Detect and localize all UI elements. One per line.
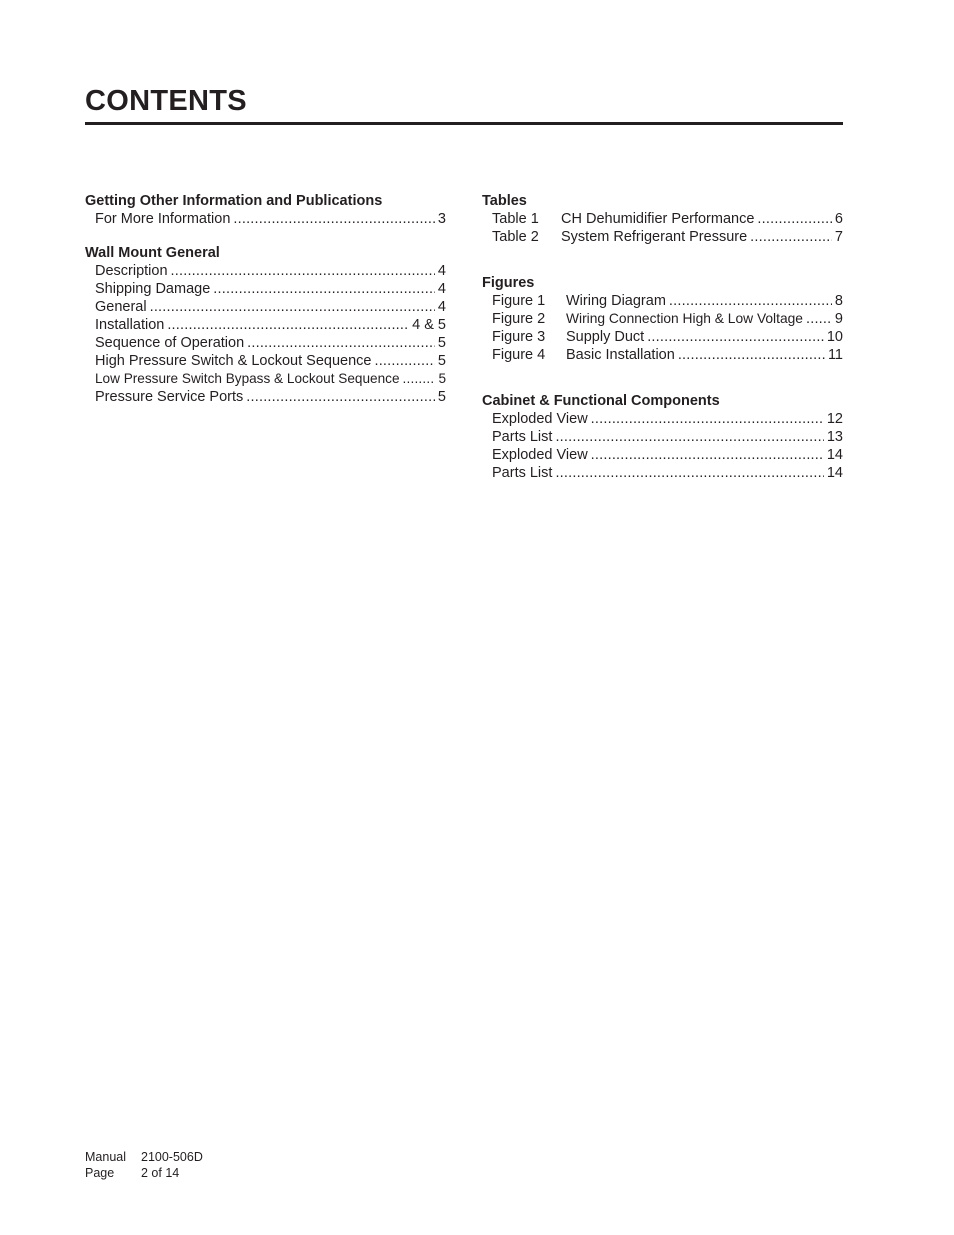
toc-entry[interactable]	[482, 328, 843, 346]
toc-section-heading: Cabinet & Functional Components	[482, 393, 720, 409]
toc-entry-page: 10	[826, 329, 843, 345]
dot-leader	[591, 410, 824, 428]
dot-leader	[247, 334, 435, 352]
toc-section-tables	[482, 192, 843, 246]
toc-section-heading: Figures	[482, 275, 535, 291]
toc-entry-page: 14	[826, 465, 843, 481]
toc-entry-page: 5	[437, 389, 446, 405]
toc-entry-label: Wiring Diagram	[566, 293, 666, 309]
dot-leader	[246, 388, 435, 406]
toc-entry[interactable]	[482, 410, 843, 428]
dot-leader	[750, 228, 832, 246]
toc-entry-number: Figure 1	[492, 293, 546, 309]
toc-entry-page: 6	[834, 211, 843, 227]
toc-entry-label: Pressure Service Ports	[95, 389, 244, 405]
toc-entry-page: 5	[437, 353, 446, 369]
toc-section-heading: Wall Mount General	[85, 245, 220, 261]
toc-entry-label: System Refrigerant Pressure	[561, 229, 748, 245]
dot-leader	[171, 262, 435, 280]
toc-entry-label: Low Pressure Switch Bypass & Lockout Sequence	[95, 371, 400, 386]
toc-entry-label: Exploded View	[492, 447, 588, 463]
toc-entry[interactable]	[482, 310, 843, 328]
dot-leader	[555, 428, 823, 446]
toc-entry-number: Table 2	[492, 229, 539, 245]
toc-entry-label: CH Dehumidifier Performance	[561, 211, 755, 227]
dot-leader	[213, 280, 435, 298]
dot-leader	[591, 446, 824, 464]
toc-entry-page: 11	[827, 347, 843, 363]
toc-entry-label: Parts List	[492, 429, 553, 445]
toc-entry-label: Description	[95, 263, 168, 279]
toc-entry[interactable]	[85, 388, 446, 406]
footer-manual-label: Manual	[85, 1150, 126, 1164]
toc-entry-label: Supply Duct	[566, 329, 645, 345]
dot-leader	[647, 328, 824, 346]
toc-entry-number: Figure 4	[492, 347, 546, 363]
dot-leader	[167, 316, 409, 334]
footer-manual-number: 2100-506D	[141, 1150, 203, 1164]
footer-page-row	[85, 1165, 203, 1181]
toc-left-column	[85, 192, 446, 406]
toc-entry[interactable]	[482, 464, 843, 482]
toc-entry-page: 4 & 5	[412, 317, 446, 333]
toc-entry[interactable]	[85, 298, 446, 316]
toc-entry-number: Table 1	[492, 211, 539, 227]
toc-entry-page: 12	[826, 411, 843, 427]
toc-entry-page: 4	[437, 263, 446, 279]
dot-leader	[374, 352, 434, 370]
toc-entry-page: 5	[437, 335, 446, 351]
toc-entry[interactable]	[85, 280, 446, 298]
toc-entry-label: For More Information	[95, 211, 231, 227]
toc-entry-page: 14	[826, 447, 843, 463]
dot-leader	[678, 346, 825, 364]
toc-entry-page: 4	[437, 281, 446, 297]
toc-entry-label: Exploded View	[492, 411, 588, 427]
toc-entry-label: Shipping Damage	[95, 281, 211, 297]
toc-entry-page: 7	[834, 229, 843, 245]
toc-entry[interactable]	[482, 428, 843, 446]
toc-entry-label: Parts List	[492, 465, 553, 481]
toc-entry[interactable]	[85, 352, 446, 370]
dot-leader	[403, 370, 436, 388]
toc-entry[interactable]	[85, 262, 446, 280]
toc-section-cabinet-components	[482, 392, 843, 482]
toc-entry[interactable]	[85, 334, 446, 352]
toc-entry-label: Basic Installation	[566, 347, 675, 363]
toc-entry-page: 4	[437, 299, 446, 315]
dot-leader	[555, 464, 823, 482]
toc-section-publications	[85, 192, 446, 228]
toc-entry[interactable]	[85, 370, 446, 388]
dot-leader	[669, 292, 832, 310]
toc-entry[interactable]	[482, 228, 843, 246]
toc-entry-page: 9	[834, 311, 843, 327]
toc-entry[interactable]	[85, 316, 446, 334]
dot-leader	[150, 298, 435, 316]
toc-entry-page: 13	[826, 429, 843, 445]
toc-entry-page: 3	[437, 211, 446, 227]
footer-page-number: 2 of 14	[141, 1166, 180, 1180]
toc-section-heading: Tables	[482, 193, 527, 209]
footer-manual-row	[85, 1149, 203, 1165]
toc-entry[interactable]	[482, 446, 843, 464]
toc-entry-label: High Pressure Switch & Lockout Sequence	[95, 353, 372, 369]
title-divider	[85, 122, 843, 125]
toc-entry-label: Wiring Connection High & Low Voltage	[566, 311, 803, 326]
toc-entry[interactable]	[85, 210, 446, 228]
toc-entry-page: 8	[834, 293, 843, 309]
toc-entry[interactable]	[482, 346, 843, 364]
toc-entry-label: Sequence of Operation	[95, 335, 245, 351]
toc-section-wall-mount-general	[85, 244, 446, 406]
page-title: CONTENTS	[85, 85, 247, 117]
footer-page-label: Page	[85, 1166, 115, 1180]
toc-entry-label: Installation	[95, 317, 165, 333]
toc-entry[interactable]	[482, 210, 843, 228]
toc-entry-label: General	[95, 299, 147, 315]
toc-entry-page: 5	[438, 371, 446, 386]
toc-section-figures	[482, 274, 843, 364]
toc-entry-number: Figure 3	[492, 329, 546, 345]
page-footer	[85, 1149, 203, 1181]
dot-leader	[806, 310, 832, 328]
toc-entry-number: Figure 2	[492, 311, 546, 327]
dot-leader	[233, 210, 435, 228]
dot-leader	[757, 210, 832, 228]
toc-entry[interactable]	[482, 292, 843, 310]
toc-right-column	[482, 192, 843, 482]
toc-section-heading: Getting Other Information and Publications	[85, 193, 383, 209]
